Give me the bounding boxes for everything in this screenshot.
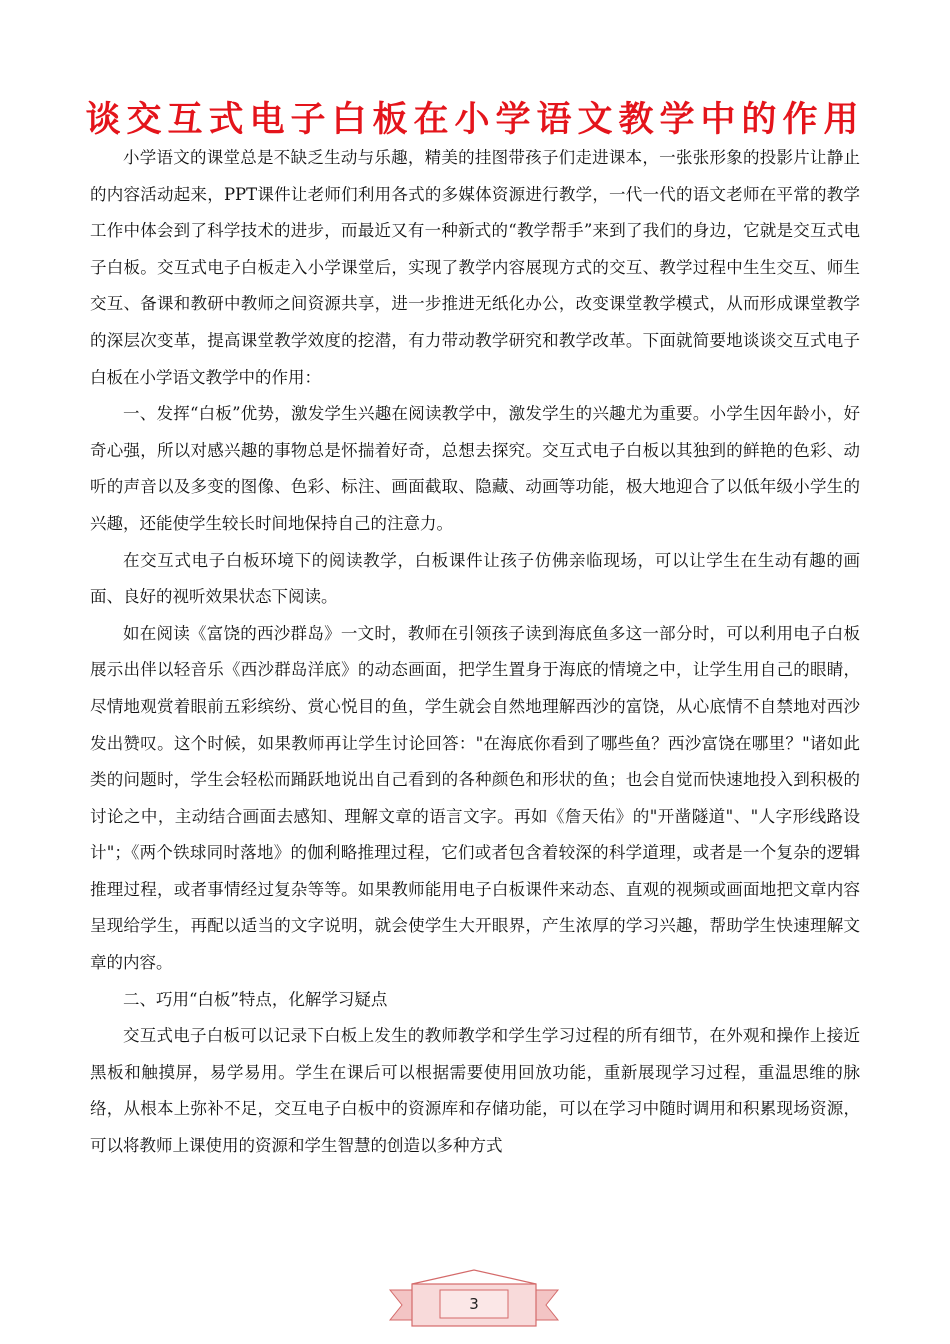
- article-body: [90, 140, 860, 1165]
- paragraph-intro: 小学语文的课堂总是不缺乏生动与乐趣，精美的挂图带孩子们走进课本，一张张形象的投影片让静止的内容活动起来，PPT课件让老师们利用各式的多媒体资源进行教学，一代一代的语文老师在平常的教学工作中体会到了科学技术的进步，而最近又有一种新式的“教学帮手”来到了我们的身边，它就是交互式电子白板。交互式电子白板走入小学课堂后，实现了教学内容展现方式的交互、教学过程中生生交互、师生交互、备课和教研中教师之间资源共享，进一步推进无纸化办公，改变课堂教学模式，从而形成课堂教学的深层次变革，提高课堂教学效度的挖潜，有力带动教学研究和教学改革。下面就简要地谈谈交互式电子白板在小学语文教学中的作用：: [90, 148, 860, 387]
- paragraph-reading: 在交互式电子白板环境下的阅读教学，白板课件让孩子仿佛亲临现场，可以让学生在生动有趣的画面、良好的视听效果状态下阅读。: [90, 550, 860, 607]
- paragraph-section-1: 一、发挥“白板”优势，激发学生兴趣在阅读教学中，激发学生的兴趣尤为重要。小学生因年龄小，好奇心强，所以对感兴趣的事物总是怀揣着好奇，总想去探究。交互式电子白板以其独到的鲜艳的色彩、动听的声音以及多变的图像、色彩、标注、画面截取、隐藏、动画等功能，极大地迎合了以低年级小学生的兴趣，还能使学生较长时间地保持自己的注意力。: [90, 404, 860, 533]
- page-footer: [388, 1268, 560, 1338]
- paragraph-section-2: 交互式电子白板可以记录下白板上发生的教师教学和学生学习过程的所有细节，在外观和操作上接近黑板和触摸屏，易学易用。学生在课后可以根据需要使用回放功能，重新展现学习过程，重温思维的脉络，从根本上弥补不足，交互电子白板中的资源库和存储功能，可以在学习中随时调用和积累现场资源，可以将教师上课使用的资源和学生智慧的创造以多种方式: [90, 1026, 860, 1156]
- paragraph-example: 如在阅读《富饶的西沙群岛》一文时，教师在引领孩子读到海底鱼多这一部分时，可以利用电子白板展示出伴以轻音乐《西沙群岛洋底》的动态画面，把学生置身于海底的情境之中，让学生用自己的眼睛，尽情地观赏着眼前五彩缤纷、赏心悦目的鱼，学生就会自然地理解西沙的富饶，从心底情不自禁地对西沙发出赞叹。这个时候，如果教师再让学生讨论回答："在海底你看到了哪些鱼？西沙富饶在哪里？"诸如此类的问题时，学生会轻松而踊跃地说出自己看到的各种颜色和形状的鱼；也会自觉而快速地投入到积极的讨论之中，主动结合画面去感知、理解文章的语言文字。再如《詹天佑》的"开凿隧道"、"人字形线路设计"；《两个铁球同时落地》的伽利略推理过程，它们或者包含着较深的科学道理，或者是一个复杂的逻辑推理过程，或者事情经过复杂等等。如果教师能用电子白板课件来动态、直观的视频或画面地把文章内容呈现给学生，再配以适当的文字说明，就会使学生大开眼界，产生浓厚的学习兴趣，帮助学生快速理解文章的内容。: [90, 623, 860, 973]
- page-title: 谈交互式电子白板在小学语文教学中的作用: [85, 100, 865, 140]
- section-heading-2: 二、巧用“白板”特点，化解学习疑点: [123, 989, 388, 1009]
- page-number: 3: [469, 1295, 479, 1313]
